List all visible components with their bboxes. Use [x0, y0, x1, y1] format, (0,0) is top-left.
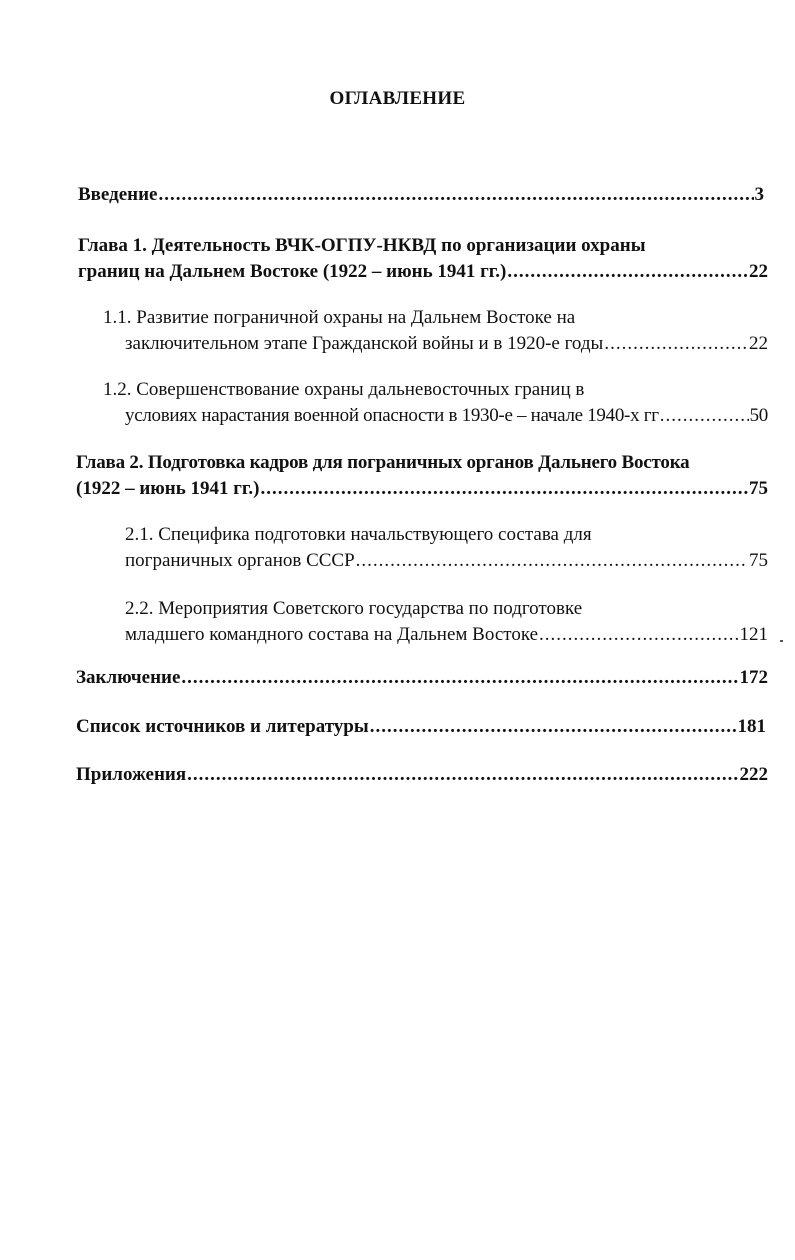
toc-line: [76, 476, 768, 502]
toc-line: [76, 665, 768, 691]
toc-page-number: 121: [739, 624, 768, 645]
toc-line: [76, 450, 768, 476]
toc-page-number: 75: [749, 478, 768, 499]
toc-entry-title-cont: границ на Дальнем Востоке (1922 – июнь 1941 гг.): [78, 261, 507, 282]
toc-page-number: 75: [749, 550, 768, 571]
toc-line: [76, 714, 766, 740]
toc-line: [103, 403, 768, 429]
toc-entry-section-1-1: [103, 305, 768, 357]
toc-entry-title: Список источников и литературы: [76, 716, 369, 737]
toc-entry-bibliography: [76, 714, 766, 740]
toc-entry-title: 2.2. Мероприятия Советского государства по подготовке: [125, 598, 583, 619]
dot-leader: [370, 714, 737, 740]
toc-entry-title: Глава 1. Деятельность ВЧК-ОГПУ-НКВД по организации охраны: [78, 235, 646, 256]
page-title: ОГЛАВЛЕНИЕ: [329, 88, 466, 109]
toc-page-number: 22: [749, 261, 768, 282]
toc-entry-title: 2.1. Специфика подготовки начальствующего состава для: [125, 524, 592, 545]
toc-entry-title: Заключение: [76, 667, 181, 688]
scan-speck: [780, 640, 783, 642]
toc-entry-title: 1.2. Совершенствование охраны дальневосточных границ в: [103, 379, 585, 400]
toc-entry-section-2-1: [125, 522, 768, 574]
toc-page-number: 172: [739, 667, 768, 688]
toc-line: [103, 331, 768, 357]
toc-page-number: 3: [754, 184, 764, 205]
toc-entry-chapter-1: [78, 233, 768, 285]
toc-entry-conclusion: [76, 665, 768, 691]
toc-line: [125, 596, 768, 622]
toc-page-number: 222: [739, 764, 768, 785]
toc-entry-title: Глава 2. Подготовка кадров для пограничных органов Дальнего Востока: [76, 452, 690, 473]
toc-entry-title: Введение: [78, 184, 158, 205]
toc-entry-section-2-2: [125, 596, 768, 648]
toc-entry-title-cont: условиях нарастания военной опасности в 1930-е – начале 1940-х гг: [125, 405, 659, 426]
toc-entry-chapter-2: [76, 450, 768, 502]
toc-line: [78, 182, 764, 208]
toc-entry-appendices: [76, 762, 768, 788]
toc-page-number: 50: [749, 405, 768, 426]
dot-leader: [539, 622, 738, 648]
toc-page-number: 181: [737, 716, 766, 737]
dot-leader: [181, 665, 738, 691]
toc-line: [103, 377, 768, 403]
toc-entry-title-cont: заключительном этапе Гражданской войны и в 1920-е годы: [125, 333, 604, 354]
toc-page-number: 22: [749, 333, 768, 354]
toc-line: [125, 622, 768, 648]
dot-leader: [260, 476, 748, 502]
dot-leader: [507, 259, 748, 285]
toc-entry-title: 1.1. Развитие пограничной охраны на Дальнем Востоке на: [103, 307, 576, 328]
toc-line: [76, 762, 768, 788]
toc-line: [125, 548, 768, 574]
toc-entry-title-cont: (1922 – июнь 1941 гг.): [76, 478, 260, 499]
toc-entry-section-1-2: [103, 377, 768, 429]
toc-line: [78, 259, 768, 285]
toc-line: [78, 233, 768, 259]
toc-line: [125, 522, 768, 548]
dot-leader: [604, 331, 748, 357]
toc-entry-title: Приложения: [76, 764, 187, 785]
toc-entry-title-cont: пограничных органов СССР: [125, 550, 355, 571]
toc-line: [103, 305, 768, 331]
toc-entry-introduction: [78, 182, 764, 208]
dot-leader: [159, 182, 754, 208]
dot-leader: [660, 403, 749, 429]
dot-leader: [187, 762, 738, 788]
toc-entry-title-cont: младшего командного состава на Дальнем Востоке: [125, 624, 539, 645]
dot-leader: [356, 548, 748, 574]
